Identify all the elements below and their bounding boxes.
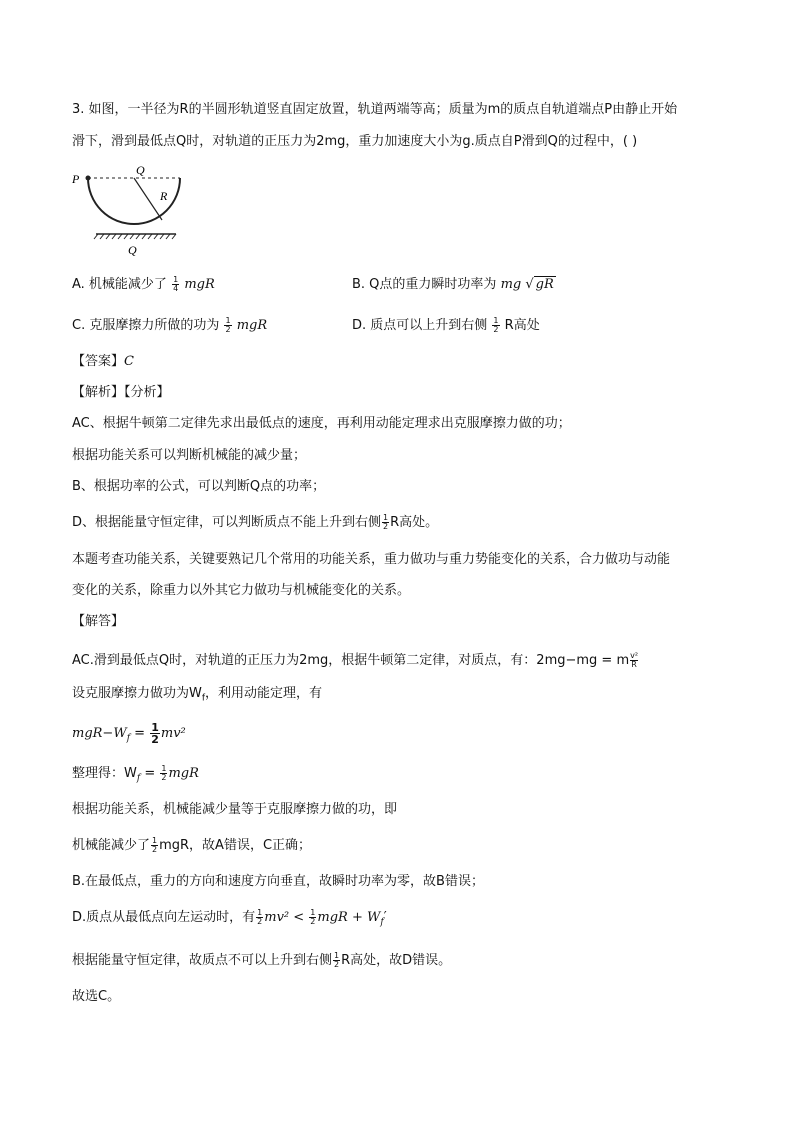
track-diagram: [70, 162, 188, 258]
solution-line-5: 根据功能关系，机械能减少量等于克服摩擦力做的功，即: [72, 802, 398, 817]
solution-line-10: 故选C。: [72, 989, 121, 1004]
option-a-expr: mgR: [184, 277, 215, 292]
solution-line-6: 机械能减少了 $\frac{1}{2}$ mgR，故A错误，C正确；: [72, 836, 312, 854]
label-r: R: [160, 189, 168, 203]
solution-fraction-9: $\frac{1}{2}$: [334, 951, 340, 969]
option-b-root: gR: [535, 277, 554, 292]
solution-line-9: 根据能量守恒定律，故质点不可以上升到右侧 $\frac{1}{2}$ R高处，故D错误。: [72, 951, 452, 969]
option-c-expr: mgR: [236, 318, 268, 333]
solution-fraction-1: $\frac{\text{v²}}{R}$: [630, 651, 639, 669]
analysis-line-2: 根据功能关系可以判断机械能的减少量；: [72, 448, 307, 463]
solution-line-7: B.在最低点，重力的方向和速度方向垂直，故瞬时功率为零，故B错误；: [72, 874, 484, 889]
solution-fraction-8b: $\frac{1}{2}$: [310, 908, 316, 926]
solution-fraction-8a: $\frac{1}{2}$: [257, 908, 263, 926]
option-c[interactable]: [72, 316, 267, 336]
option-c-text: C. 克服摩擦力所做的功为: [72, 318, 220, 333]
solution-line-2: 设克服摩擦力做功为$W_f$，利用动能定理，有: [72, 686, 323, 704]
option-b[interactable]: [352, 275, 556, 295]
option-a-text: A. 机械能减少了: [72, 277, 167, 292]
question-line-2: 滑下，滑到最低点Q时，对轨道的正压力为2mg，重力加速度大小为g.质点自P滑到Q的过程中，( ): [72, 134, 638, 149]
analysis-tag: 【解析】【分析】: [72, 385, 170, 400]
option-d-fraction: $\frac{1}{2}$: [493, 316, 499, 334]
solution-tag: 【解答】: [72, 614, 125, 629]
option-c-fraction: $\frac{1}{2}$: [225, 316, 231, 334]
point-p-dot: [86, 176, 91, 181]
label-p: P: [72, 172, 80, 186]
answer-tag: 【答案】: [72, 354, 125, 369]
solution-fraction-4: $\frac{1}{2}$: [161, 764, 167, 782]
semicircle-track-figure: [70, 162, 188, 258]
option-a-fraction: $\frac{1}{4}$: [173, 275, 179, 293]
label-q-bottom: Q: [128, 243, 137, 257]
option-d-expr: R高处: [504, 318, 540, 333]
option-d-text: D. 质点可以上升到右侧: [352, 318, 488, 333]
solution-line-8: D.质点从最低点向左运动时，有 $\frac{1}{2}$ mv² < $\frac{1}{2}$ mgR + $W_f'$: [72, 908, 387, 928]
label-q-top: Q: [136, 163, 145, 177]
option-b-text: B. Q点的重力瞬时功率为: [352, 277, 497, 292]
option-d[interactable]: [352, 316, 540, 336]
analysis-line-4: D、根据能量守恒定律，可以判断质点不能上升到右侧 $\frac{1}{2}$ R高处。: [72, 513, 439, 531]
analysis-line-3: B、根据功率的公式，可以判断Q点的功率；: [72, 479, 326, 494]
solution-fraction-3: $\frac{1}{2}$: [151, 721, 159, 746]
solution-line-1: AC.滑到最低点Q时，对轨道的正压力为2mg，根据牛顿第二定律，对质点，有：2mg−mg = m $\frac{\text{v²}}{R}$: [72, 651, 639, 669]
solution-line-4: 整理得：$W_f$ = $\frac{1}{2}$ mgR: [72, 764, 199, 784]
option-a[interactable]: [72, 275, 215, 295]
analysis-line-6: 变化的关系，除重力以外其它力做功与机械能变化的关系。: [72, 583, 411, 598]
radius-line: [134, 178, 162, 220]
solution-line-3: $mgR-W_f$ = $\frac{1}{2}$ mv²: [72, 721, 186, 746]
solution-fraction-6: $\frac{1}{2}$: [152, 836, 158, 854]
analysis-line-1: AC、根据牛顿第二定律先求出最低点的速度，再利用动能定理求出克服摩擦力做的功；: [72, 416, 571, 431]
answer-value: C: [124, 354, 134, 369]
sqrt-sign: √: [525, 277, 534, 292]
analysis-line-5: 本题考查功能关系，关键要熟记几个常用的功能关系，重力做功与重力势能变化的关系，合力做功与动能: [72, 552, 671, 567]
option-b-expr: mg: [500, 277, 522, 292]
analysis-fraction: $\frac{1}{2}$: [383, 513, 389, 531]
question-line-1: 3. 如图，一半径为R的半圆形轨道竖直固定放置，轨道两端等高；质量为m的质点自轨道端点P由静止开始: [72, 102, 678, 117]
answer-line: [72, 352, 134, 372]
